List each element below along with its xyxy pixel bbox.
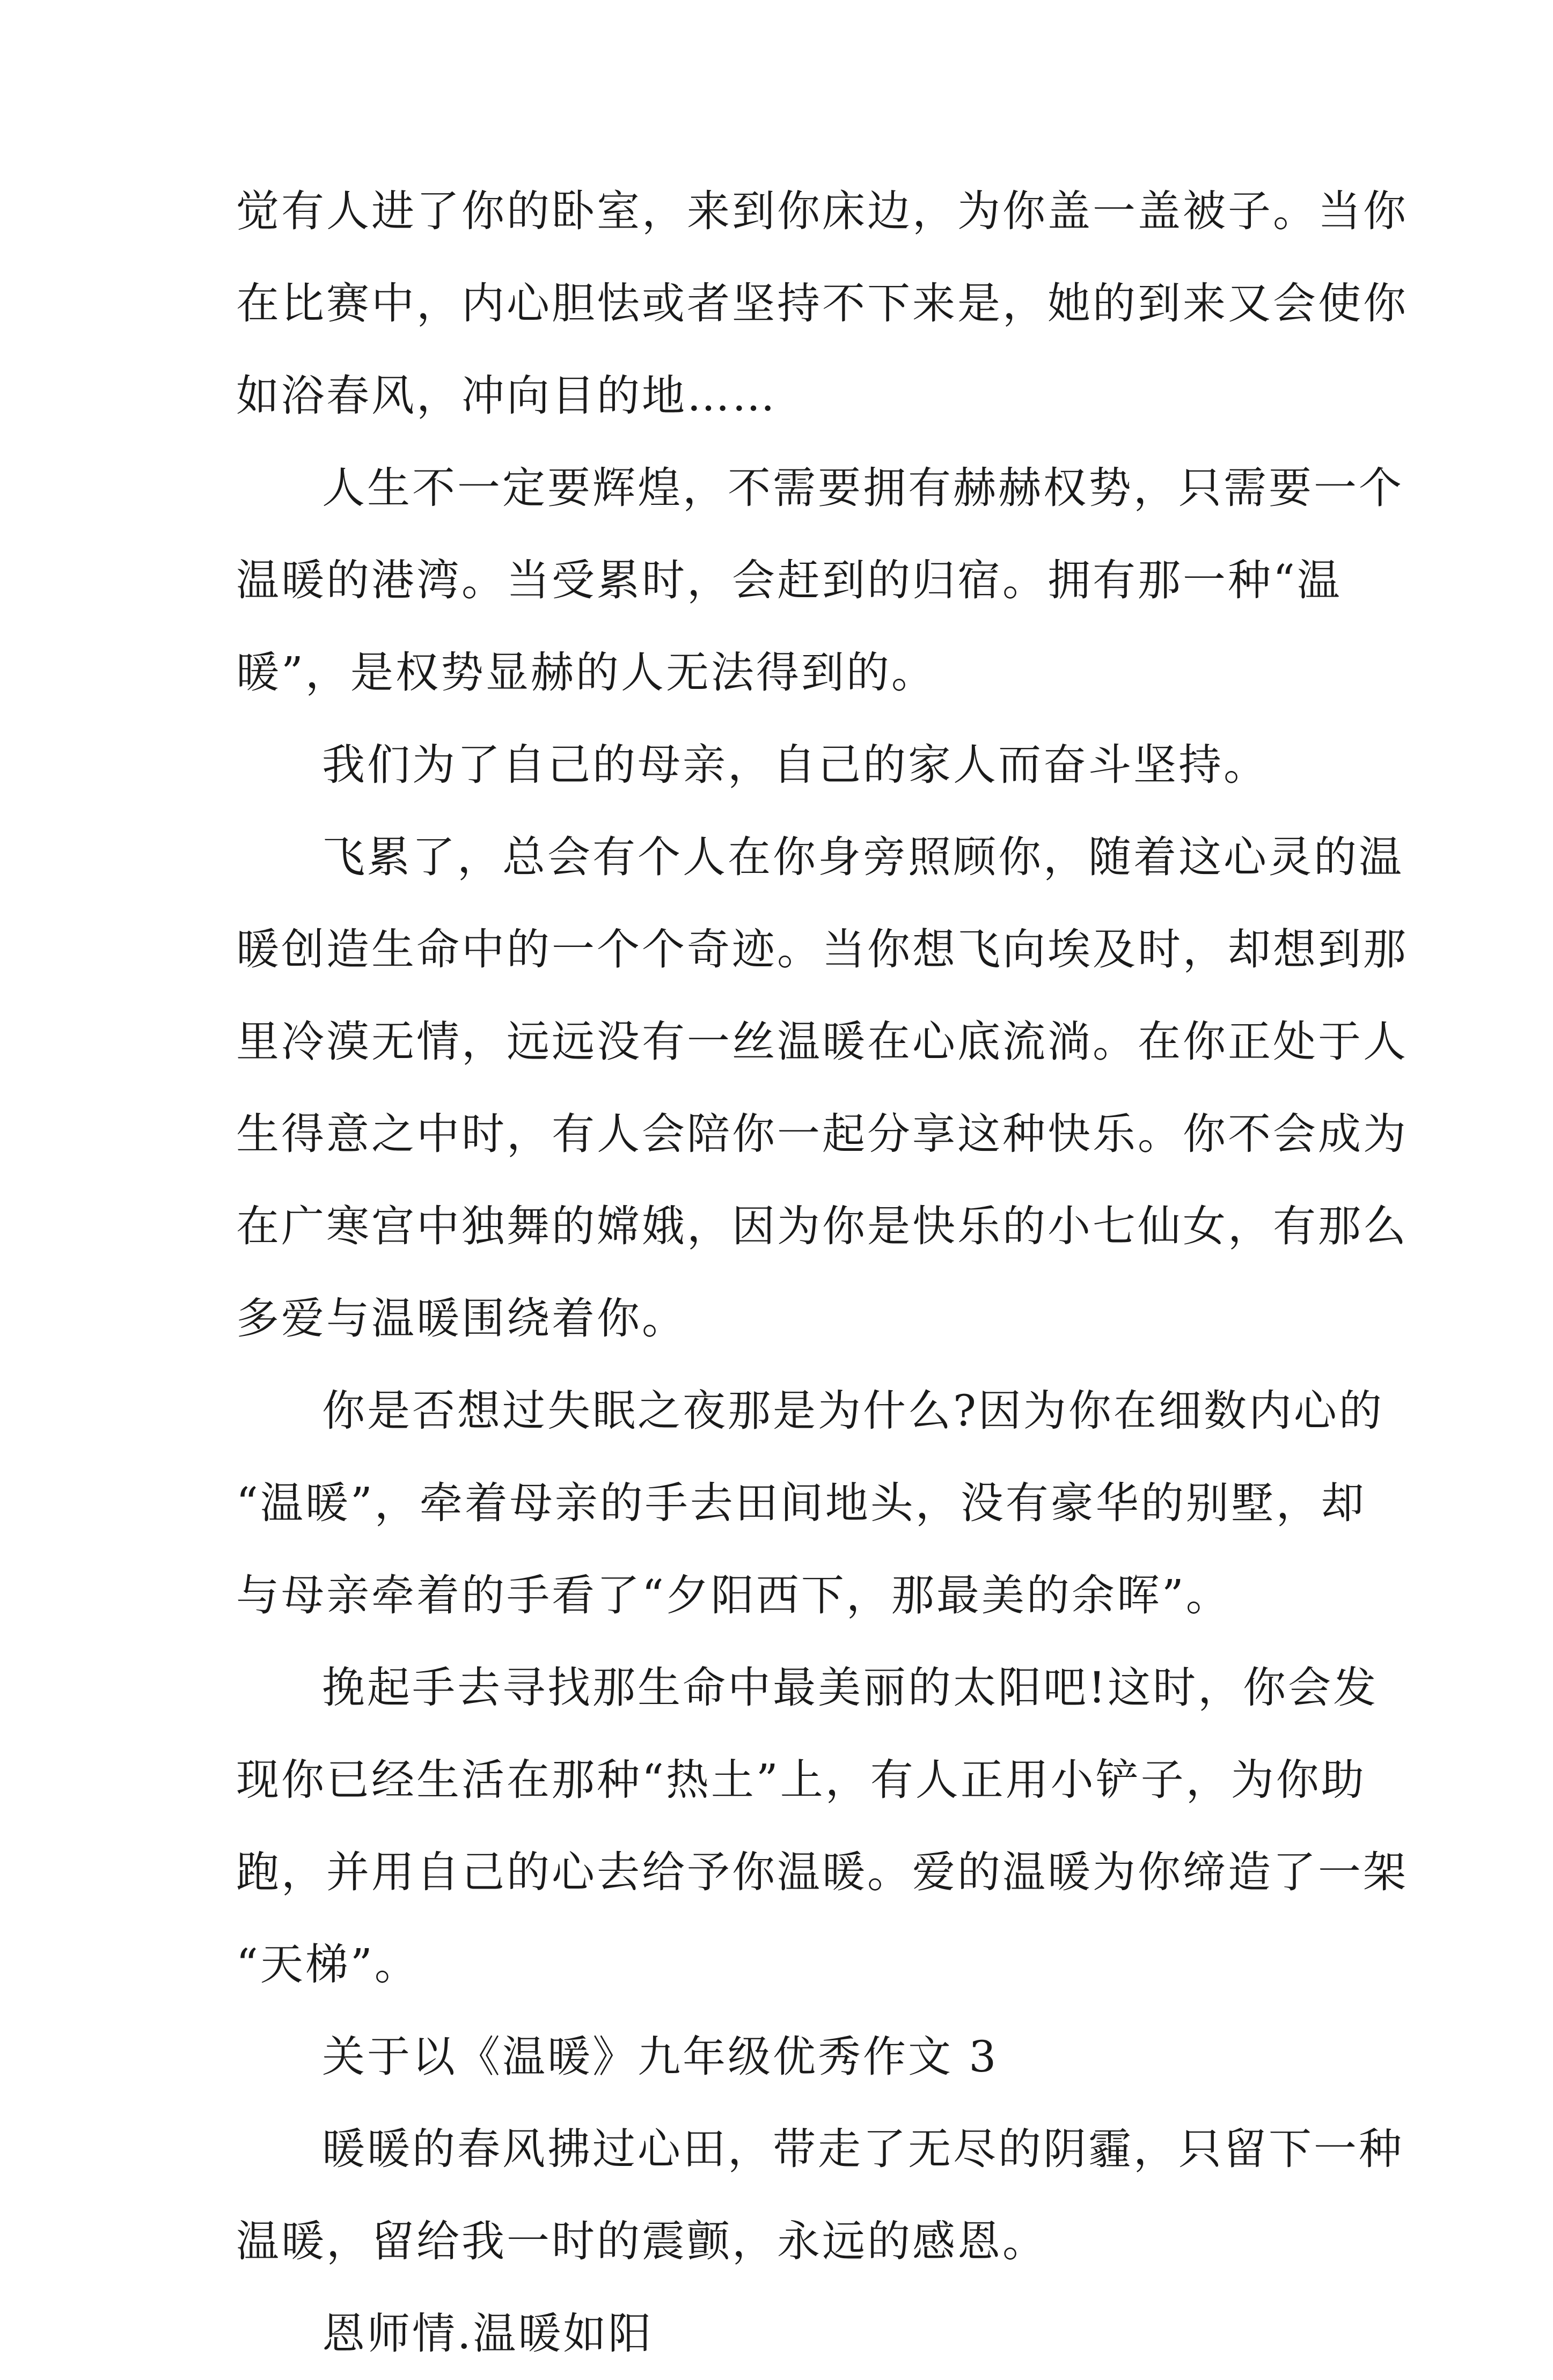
text-line: 跑，并用自己的心去给予你温暖。爱的温暖为你缔造了一架 — [236, 1847, 1408, 1897]
text-line: 在比赛中，内心胆怯或者坚持不下来是，她的到来又会使你 — [236, 278, 1408, 328]
text-line: 温暖的港湾。当受累时，会赶到的归宿。拥有那一种“温 — [236, 555, 1342, 605]
paragraph-start-line: 飞累了，总会有个人在你身旁照顾你，随着这心灵的温 — [322, 832, 1404, 882]
text-line: 现你已经生活在那种“热土”上，有人正用小铲子，为你助 — [236, 1755, 1366, 1805]
paragraph-start-line: 人生不一定要辉煌，不需要拥有赫赫权势，只需要一个 — [322, 463, 1404, 513]
subheading: 恩师情.温暖如阳 — [322, 2309, 654, 2359]
text-line: 温暖，留给我一时的震颤，永远的感恩。 — [236, 2216, 1047, 2266]
essay-body — [236, 165, 1408, 2380]
text-line: 多爱与温暖围绕着你。 — [236, 1294, 687, 1343]
text-line: 觉有人进了你的卧室，来到你床边，为你盖一盖被子。当你 — [236, 186, 1408, 236]
text-line: 生得意之中时，有人会陪你一起分享这种快乐。你不会成为 — [236, 1109, 1408, 1159]
paragraph-start-line: 挽起手去寻找那生命中最美丽的太阳吧!这时，你会发 — [322, 1663, 1379, 1713]
text-line: 暖”，是权势显赫的人无法得到的。 — [236, 648, 936, 697]
paragraph-start-line: 暖暖的春风拂过心田，带走了无尽的阴霾，只留下一种 — [322, 2124, 1404, 2174]
text-line: 如浴春风，冲向目的地…… — [236, 371, 777, 421]
paragraph-start-line: 你是否想过失眠之夜那是为什么?因为你在细数内心的 — [322, 1386, 1384, 1436]
text-line: “天梯”。 — [236, 1940, 420, 1989]
text-line: 里冷漠无情，远远没有一丝温暖在心底流淌。在你正处于人 — [236, 1017, 1408, 1067]
text-line: “温暖”，牵着母亲的手去田间地头，没有豪华的别墅，却 — [236, 1478, 1366, 1528]
text-line: 与母亲牵着的手看了“夕阳西下，那最美的余晖”。 — [236, 1570, 1231, 1620]
section-heading: 关于以《温暖》九年级优秀作文 3 — [322, 2032, 999, 2082]
paragraph-start-line: 我们为了自己的母亲，自己的家人而奋斗坚持。 — [322, 740, 1269, 790]
text-line: 暖创造生命中的一个个奇迹。当你想飞向埃及时，却想到那 — [236, 924, 1408, 974]
text-line: 在广寒宫中独舞的嫦娥，因为你是快乐的小七仙女，有那么 — [236, 1201, 1408, 1251]
